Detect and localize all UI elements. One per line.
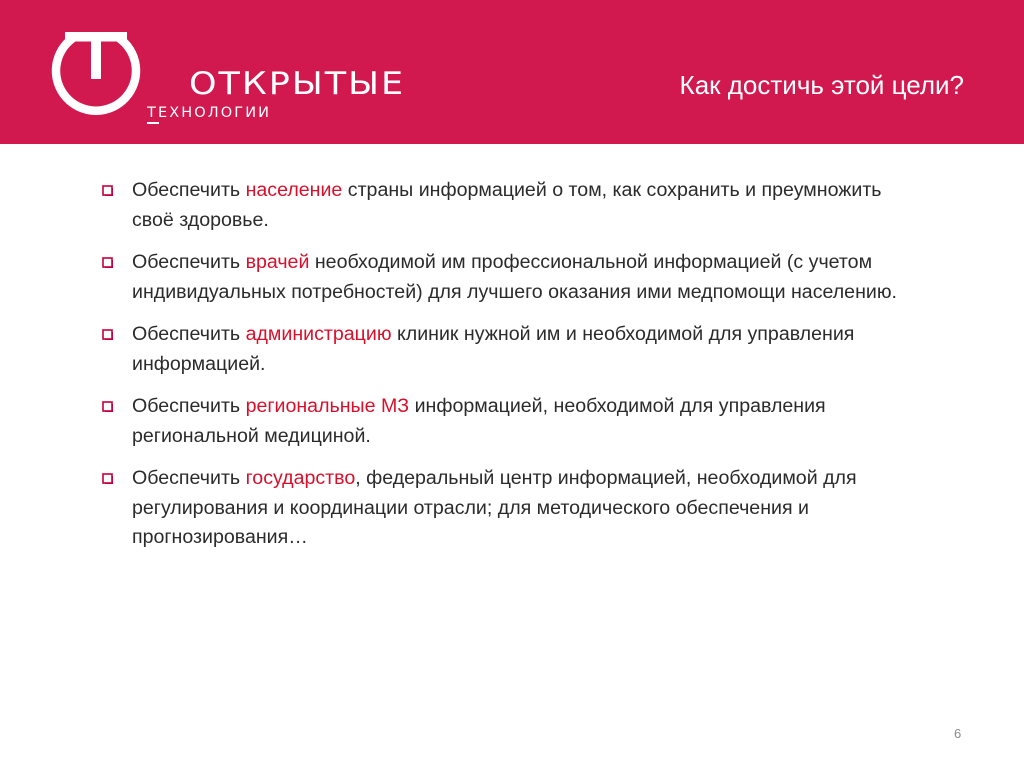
bullet-text-rest: клиник нужной им и необходимой для управления информацией. bbox=[132, 323, 855, 375]
checkbox-square-icon bbox=[102, 185, 113, 196]
slide-title: Как достичь этой цели? bbox=[679, 70, 964, 100]
checkbox-square-icon bbox=[102, 257, 113, 268]
bullet-text-rest: , федеральный центр информацией, необходимой для регулирования и координации отрасли; для методического обеспечения и прогнозирования… bbox=[132, 467, 857, 548]
bullet-highlight: врачей bbox=[245, 251, 310, 273]
bullet-highlight: население bbox=[245, 179, 343, 201]
header-bar bbox=[0, 0, 1024, 144]
bullet-item bbox=[102, 392, 922, 451]
bullet-text-rest: необходимой им профессиональной информацией (с учетом индивидуальных потребностей) для лучшего оказания ими медпомощи населению. bbox=[132, 251, 897, 303]
page-number: 6 bbox=[954, 726, 962, 741]
bullet-text-lead: Обеспечить bbox=[132, 179, 246, 201]
checkbox-square-icon bbox=[102, 473, 113, 484]
logo-dash bbox=[147, 122, 159, 124]
checkbox-square-icon bbox=[102, 329, 113, 340]
bullet-text-rest: страны информацией о том, как сохранить и преумножить своё здоровье. bbox=[132, 179, 882, 231]
checkbox-square-icon bbox=[102, 401, 113, 412]
bullet-text-lead: Обеспечить bbox=[132, 395, 246, 417]
bullet-item bbox=[102, 248, 922, 307]
bullet-text-lead: Обеспечить bbox=[132, 467, 246, 489]
logo-wordmark-bottom: ТЕХНОЛОГИИ bbox=[147, 105, 272, 121]
bullet-text-rest: информацией, необходимой для управления региональной медициной. bbox=[132, 395, 826, 447]
bullet-item bbox=[102, 320, 922, 379]
bullet-highlight: региональные МЗ bbox=[245, 395, 410, 417]
bullet-list bbox=[102, 176, 922, 566]
company-logo bbox=[46, 26, 406, 126]
bullet-highlight: государство bbox=[245, 467, 356, 489]
bullet-item bbox=[102, 176, 922, 235]
logo-wordmark-top: ОТКРЫТЫЕ bbox=[189, 66, 406, 103]
bullet-text-lead: Обеспечить bbox=[132, 251, 246, 273]
bullet-highlight: администрацию bbox=[245, 323, 392, 345]
bullet-text-lead: Обеспечить bbox=[132, 323, 246, 345]
bullet-item bbox=[102, 464, 922, 553]
logo-icon bbox=[46, 26, 146, 126]
